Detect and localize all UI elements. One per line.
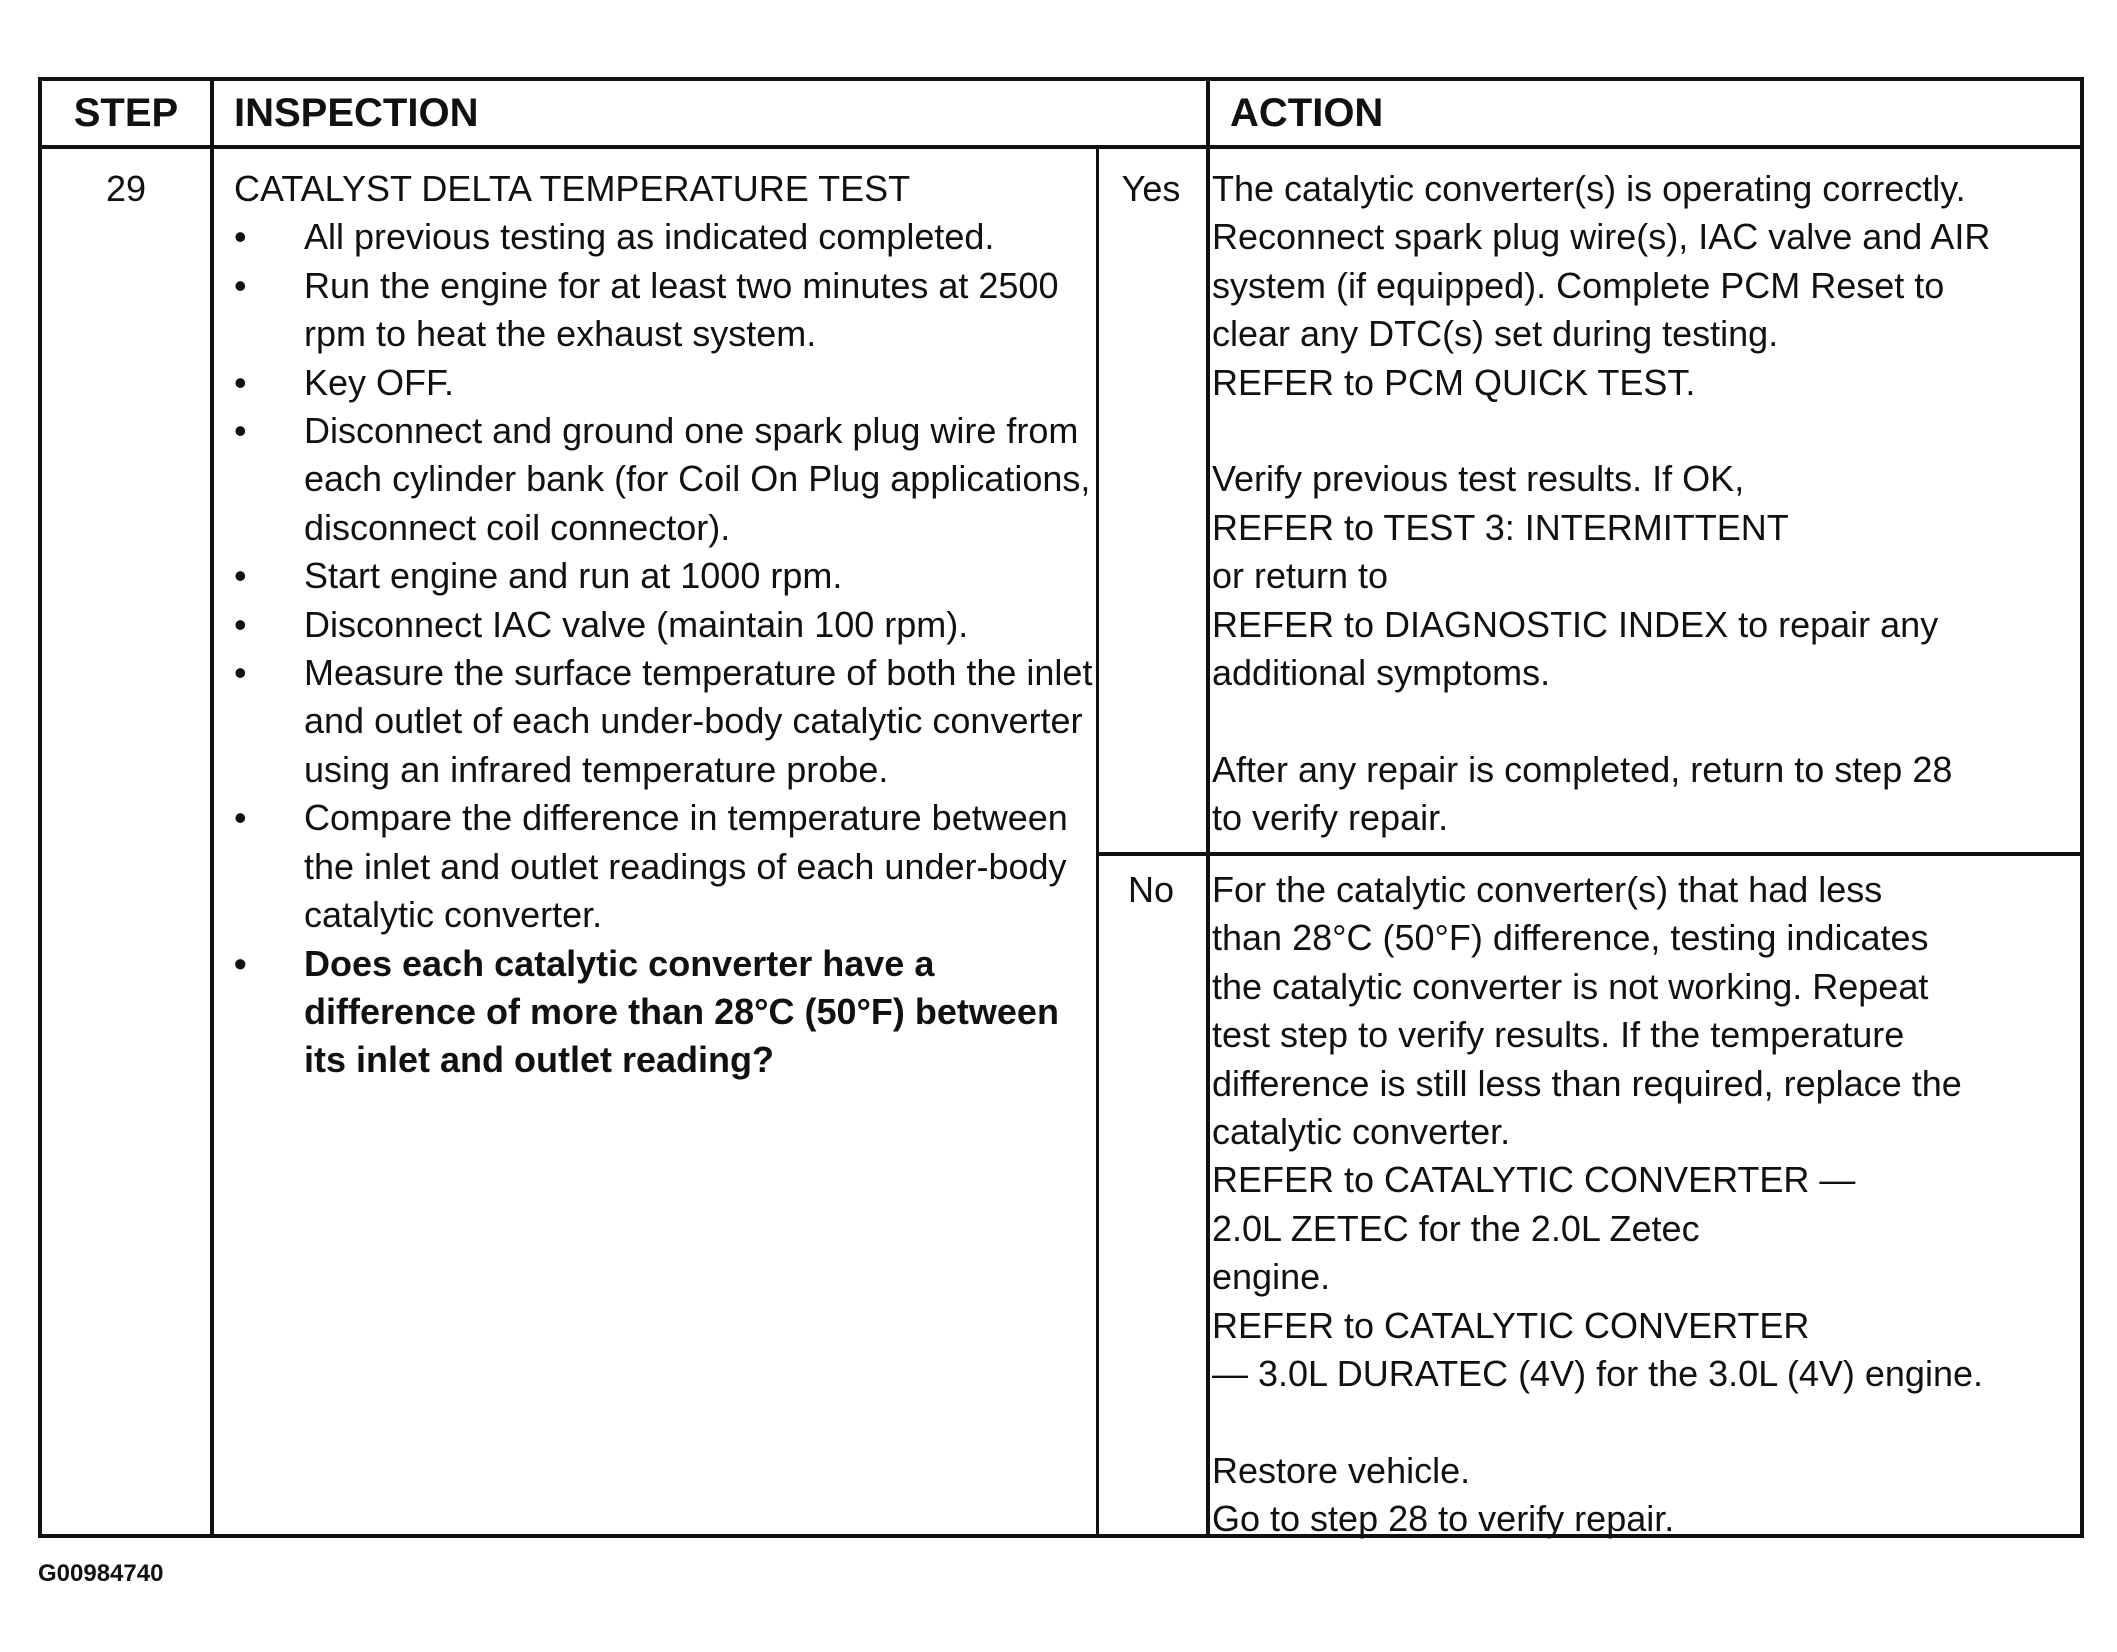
yes-label: Yes <box>1121 168 1181 209</box>
inspection-bullet: • All previous testing as indicated completed. <box>234 213 1094 261</box>
no-action-line: REFER to CATALYTIC CONVERTER — <box>1212 1159 1856 1201</box>
inspection-cell <box>234 165 1094 1085</box>
inspection-bullet: • Run the engine for at least two minutes at 2500 rpm to heat the exhaust system. <box>234 262 1094 359</box>
inspection-bullet: • Disconnect IAC valve (maintain 100 rpm). <box>234 601 1094 649</box>
inspection-question: • Does each catalytic converter have a difference of more than 28°C (50°F) between its inlet and outlet reading? <box>234 940 1094 1085</box>
step-column-divider <box>210 145 214 1534</box>
step-number: 29 <box>105 168 147 209</box>
header-action: ACTION <box>1210 81 2080 149</box>
header-step: STEP <box>42 81 214 149</box>
yes-no-divider <box>1096 852 2080 856</box>
yes-action-cell <box>1192 165 2088 843</box>
yes-action-line: system (if equipped). Complete PCM Reset to <box>1212 264 1945 306</box>
no-action-line: test step to verify results. If the temperature <box>1212 1014 1905 1056</box>
no-action-line: Go to step 28 to verify repair. <box>1212 1498 1675 1540</box>
no-action-line: engine. <box>1212 1256 1331 1298</box>
yes-action-line: REFER to PCM QUICK TEST. <box>1212 361 1696 403</box>
yes-action-line: Reconnect spark plug wire(s), IAC valve and AIR <box>1212 216 1991 258</box>
paragraph-gap <box>1212 697 2088 745</box>
yes-action-line: REFER to DIAGNOSTIC INDEX to repair any <box>1212 603 1939 645</box>
no-action-cell <box>1192 866 2088 1544</box>
yes-action-line: After any repair is completed, return to step 28 <box>1212 748 1953 790</box>
yes-action-line: REFER to TEST 3: INTERMITTENT <box>1212 506 1789 548</box>
no-action-line: For the catalytic converter(s) that had less <box>1212 869 1883 910</box>
yes-action-line: clear any DTC(s) set during testing. <box>1212 313 1779 355</box>
no-label: No <box>1127 869 1175 910</box>
paragraph-gap <box>1212 407 2088 455</box>
header-inspection: INSPECTION <box>214 81 1210 149</box>
no-action-line: the catalytic converter is not working. Repeat <box>1212 965 1929 1007</box>
yes-action-line: to verify repair. <box>1212 797 1449 839</box>
inspection-bullet-list <box>234 213 1094 1084</box>
diagnostic-table <box>38 77 2084 1538</box>
yes-action-line: additional symptoms. <box>1212 652 1551 694</box>
no-action-line: catalytic converter. <box>1212 1111 1511 1153</box>
no-action-line: difference is still less than required, replace the <box>1212 1062 1962 1104</box>
no-action-line: REFER to CATALYTIC CONVERTER <box>1212 1304 1810 1346</box>
inspection-bullet: • Key OFF. <box>234 359 1094 407</box>
yes-action-line: The catalytic converter(s) is operating correctly. <box>1212 168 1966 209</box>
no-action-line: — 3.0L DURATEC (4V) for the 3.0L (4V) engine. <box>1212 1353 1983 1395</box>
inspection-column-divider <box>1096 145 1099 1534</box>
no-action-line: 2.0L ZETEC for the 2.0L Zetec <box>1212 1207 1700 1249</box>
inspection-title: CATALYST DELTA TEMPERATURE TEST <box>234 168 911 209</box>
no-action-line: than 28°C (50°F) difference, testing indicates <box>1212 917 1929 959</box>
yes-action-line: or return to <box>1212 555 1389 597</box>
figure-code: G00984740 <box>38 1560 164 1587</box>
no-action-line: Restore vehicle. <box>1212 1449 1471 1491</box>
inspection-bullet: • Disconnect and ground one spark plug wire from each cylinder bank (for Coil On Plug applications, disconnect coil connector). <box>234 407 1094 552</box>
paragraph-gap <box>1212 1398 2088 1446</box>
inspection-bullet: • Compare the difference in temperature between the inlet and outlet readings of each under-body catalytic converter. <box>234 794 1094 939</box>
inspection-bullet: • Start engine and run at 1000 rpm. <box>234 552 1094 600</box>
yes-action-line: Verify previous test results. If OK, <box>1212 458 1745 500</box>
inspection-bullet: • Measure the surface temperature of both the inlet and outlet of each under-body catalytic converter using an infrared temperature probe. <box>234 649 1094 794</box>
